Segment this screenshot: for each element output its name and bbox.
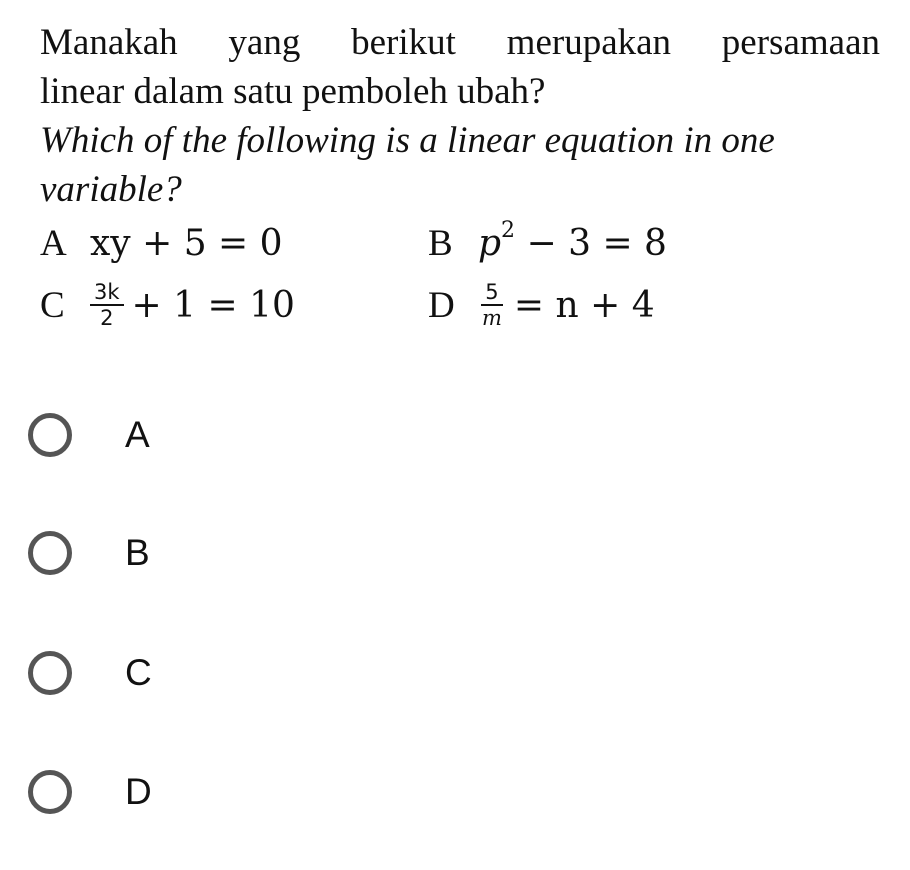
question-malay-line2: linear dalam satu pemboleh ubah? (40, 71, 546, 112)
option-c-numerator: 3k (90, 280, 124, 306)
option-d (428, 280, 655, 330)
choice-d-label: D (125, 771, 152, 812)
choice-c[interactable] (28, 638, 328, 708)
choice-d[interactable] (28, 757, 328, 827)
radio-d[interactable] (28, 770, 72, 814)
option-c-rest: + 1 = 10 (131, 284, 295, 326)
option-b-rest: − 3 = 8 (515, 223, 667, 264)
question-english-line2: variable? (40, 169, 182, 210)
question-text (40, 18, 880, 214)
question-english-line1: Which of the following is a linear equation in one (40, 120, 775, 161)
option-c-denominator: 2 (100, 306, 114, 330)
option-b (428, 218, 667, 265)
option-b-exponent: 2 (501, 218, 516, 243)
option-c-letter: C (40, 284, 65, 326)
option-d-rest: = n + 4 (513, 284, 655, 326)
question-malay-line1: Manakah yang berikut merupakan persamaan (40, 22, 880, 63)
choice-a-label: A (125, 414, 150, 455)
option-c-fraction (90, 280, 124, 330)
option-b-equation (478, 218, 667, 264)
option-d-denominator-var: m (482, 306, 502, 330)
choice-a[interactable] (28, 400, 328, 470)
choice-c-label: C (125, 652, 152, 693)
option-d-fraction (478, 280, 506, 330)
option-a-letter: A (40, 223, 67, 264)
option-d-letter: D (428, 284, 455, 326)
option-a (40, 222, 283, 265)
option-a-equation: xy + 5 = 0 (90, 223, 283, 264)
option-b-letter: B (428, 223, 453, 264)
answer-options-grid (40, 218, 740, 362)
option-b-base: p (478, 223, 502, 264)
radio-a[interactable] (28, 413, 72, 457)
radio-c[interactable] (28, 651, 72, 695)
radio-b[interactable] (28, 531, 72, 575)
option-c (40, 280, 295, 330)
option-d-numerator: 5 (481, 280, 502, 306)
choice-b[interactable] (28, 518, 328, 588)
choice-b-label: B (125, 532, 150, 573)
option-d-denominator (478, 306, 506, 330)
